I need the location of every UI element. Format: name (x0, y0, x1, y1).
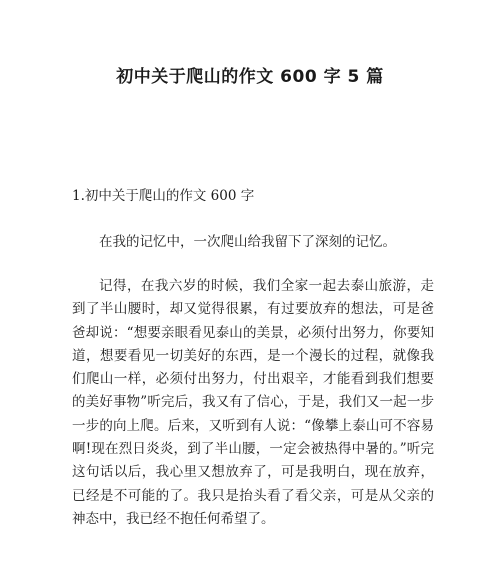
section-heading: 1.初中关于爬山的作文 600 字 (72, 188, 255, 204)
document-title: 初中关于爬山的作文 600 字 5 篇 (116, 67, 384, 87)
paragraph-intro: 在我的记忆中，一次爬山给我留下了深刻的记忆。 (99, 234, 396, 250)
paragraph-story: 记得，在我六岁的时候，我们全家一起去泰山旅游，走到了半山腰时，却又觉得很累，有过要放弃的想法，可是爸爸却说：“想要亲眼看见泰山的美景，必须付出努力，你要知道，想要看见一切美好的东西，是一个漫长的过程，就像我们爬山一样，必须付出努力，付出艰辛，才能看到我们想要的美好事物”听完后，我又有了信心，于是，我们又一起一步一步的向上爬。后来，又听到有人说：“像攀上泰山可不容易啊!现在烈日炎炎，到了半山腰，一定会被热得中暑的。”听完这句话以后，我心里又想放弃了，可是我明白，现在放弃，已经是不可能的了。我只是抬头看了看父亲，可是从父亲的神态中，我已经不抱任何希望了。 (72, 278, 434, 527)
